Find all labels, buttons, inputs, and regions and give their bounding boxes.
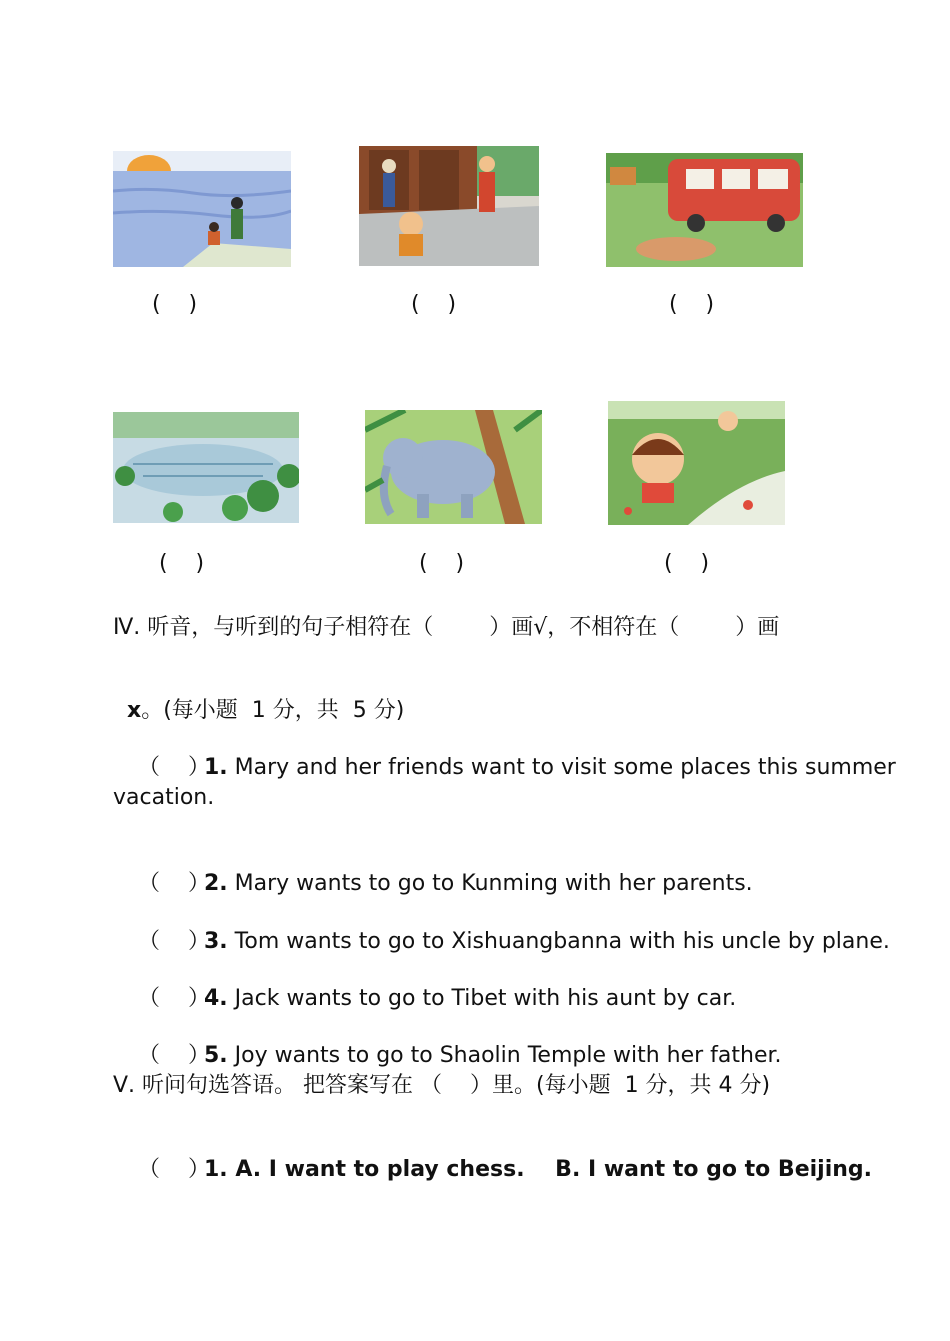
answer-paren: （ ） <box>138 929 210 954</box>
item-text: Tom wants to go to Xishuangbanna with his uncle by plane. <box>227 929 890 954</box>
item-number: 4. <box>204 986 228 1011</box>
answer-paren: ( ) <box>159 551 205 576</box>
section4-heading: Ⅳ. 听音，与听到的句子相符在（ ）画√，不相符在（ ）画 <box>113 615 780 640</box>
answer-paren: （ ） <box>138 986 210 1011</box>
section4-heading-cont <box>113 668 404 724</box>
section5-heading: Ⅴ. 听问句选答语。 把答案写在 （ ）里。(每小题 1 分，共 4 分) <box>113 1073 771 1098</box>
sunset-lake-fishing-picture <box>113 151 291 267</box>
x-mark: x <box>127 698 142 723</box>
answer-paren: ( ) <box>411 292 457 317</box>
child-meadow-picture <box>608 401 785 525</box>
list-item <box>124 725 896 781</box>
list-item <box>124 956 736 1012</box>
answer-paren: ( ) <box>419 551 465 576</box>
elephant-forest-picture <box>365 410 542 524</box>
item-number: 1. <box>204 755 228 780</box>
lake-lotus-picture <box>113 412 299 523</box>
answer-paren: ( ) <box>664 551 710 576</box>
temple-kungfu-picture <box>359 146 539 266</box>
item-text: Joy wants to go to Shaolin Temple with her father. <box>227 1043 782 1068</box>
item-number: 2. <box>204 871 228 896</box>
answer-paren: （ ） <box>138 1043 210 1068</box>
item-text: Mary wants to go to Kunming with her parents. <box>227 871 753 896</box>
answer-paren: （ ） <box>138 1157 210 1182</box>
answer-paren: （ ） <box>138 871 210 896</box>
section4-score-note: 。(每小题 1 分，共 5 分) <box>141 698 405 723</box>
item-number: 5. <box>204 1043 228 1068</box>
list-item <box>124 1013 782 1069</box>
list-item <box>124 841 753 897</box>
car-trip-picture <box>606 153 803 267</box>
list-item <box>124 1127 872 1183</box>
item-text: Mary and her friends want to visit some places this summer <box>227 755 896 780</box>
answer-paren: ( ) <box>152 292 198 317</box>
item-number: 3. <box>204 929 228 954</box>
list-item <box>124 899 890 955</box>
item-text-continued: vacation. <box>113 785 215 810</box>
item-text: Jack wants to go to Tibet with his aunt by car. <box>227 986 737 1011</box>
answer-paren: （ ） <box>138 755 210 780</box>
item-text: 1. A. I want to play chess. B. I want to go to Beijing. <box>204 1157 873 1182</box>
answer-paren: ( ) <box>669 292 715 317</box>
